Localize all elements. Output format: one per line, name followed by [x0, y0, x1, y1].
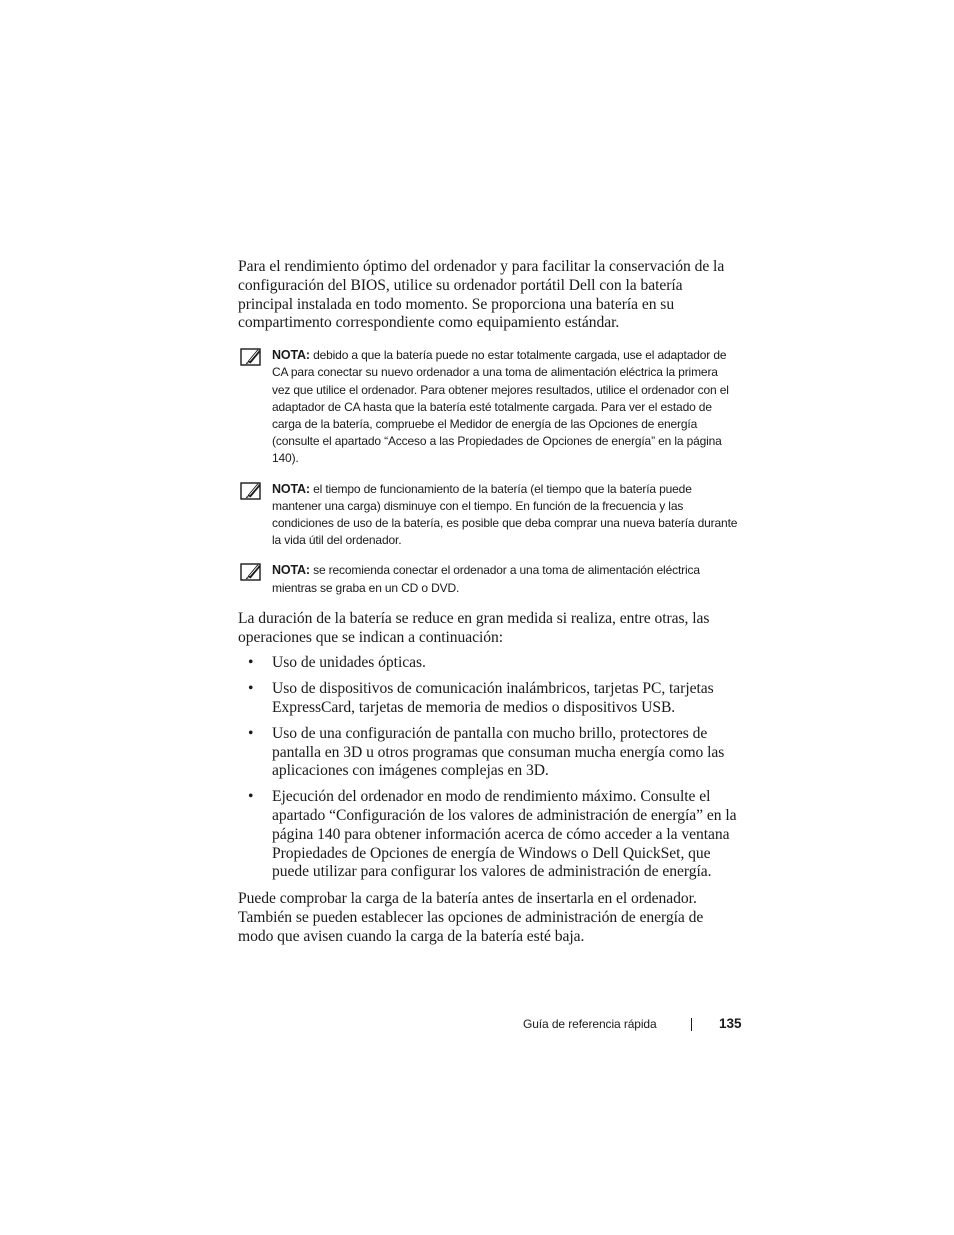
- pencil-note-icon: [240, 562, 262, 581]
- duration-intro-paragraph: La duración de la batería se reduce en gran medida si realiza, entre otras, las operaciones que se indican a continuación:: [238, 609, 710, 646]
- list-item-text: Uso de dispositivos de comunicación inalámbricos, tarjetas PC, tarjetas ExpressCard, tarjetas de memoria de medios o dispositivos USB.: [272, 680, 714, 717]
- note-label: NOTA:: [272, 563, 310, 578]
- footer-separator: [691, 1018, 692, 1031]
- page-number: 135: [719, 1016, 742, 1031]
- note-label: NOTA:: [272, 348, 310, 363]
- list-item: [238, 654, 738, 673]
- bullet-marker: •: [248, 654, 254, 672]
- note-3: [238, 562, 738, 596]
- footer-guide-title: Guía de referencia rápida: [523, 1017, 657, 1031]
- note-text: debido a que la batería puede no estar totalmente cargada, use el adaptador de CA para conectar su nuevo ordenador a una toma de alimentación eléctrica la primera vez que utilice el ordenador. Para obtener mejores resultados, utilice el ordenador con el adaptador de CA hasta que la batería esté totalmente cargada. Para ver el estado de carga de la batería, compruebe el Medidor de energía de las Opciones de energía (consulte el apartado “Acceso a las Propiedades de Opciones de energía” en la página 140).: [272, 348, 729, 466]
- note-text: el tiempo de funcionamiento de la batería (el tiempo que la batería puede mantener una carga) disminuye con el tiempo. En función de la frecuencia y las condiciones de uso de la batería, es posible que deba comprar una nueva batería durante la vida útil del ordenador.: [272, 481, 738, 548]
- page-body: [238, 258, 738, 947]
- bullet-marker: •: [248, 724, 254, 742]
- note-2: [238, 481, 738, 550]
- note-1: [238, 347, 738, 467]
- list-item: [238, 680, 738, 718]
- pencil-note-icon: [240, 347, 262, 366]
- bullet-marker: •: [248, 680, 254, 698]
- note-text: se recomienda conectar el ordenador a una toma de alimentación eléctrica mientras se graba en un CD o DVD.: [272, 563, 700, 595]
- list-item-text: Uso de unidades ópticas.: [272, 654, 426, 672]
- bullet-marker: •: [248, 788, 254, 806]
- bullet-list: [238, 654, 738, 882]
- intro-paragraph: Para el rendimiento óptimo del ordenador y para facilitar la conservación de la configuración del BIOS, utilice su ordenador portátil Dell con la batería principal instalada en todo momento. Se proporciona una batería en su compartimento correspondiente como equipamiento estándar.: [238, 258, 725, 332]
- list-item-text: Uso de una configuración de pantalla con mucho brillo, protectores de pantalla en 3D u otros programas que consuman mucha energía como las aplicaciones con imágenes complejas en 3D.: [272, 724, 725, 780]
- note-label: NOTA:: [272, 481, 310, 496]
- list-item: [238, 788, 738, 882]
- pencil-note-icon: [240, 481, 262, 500]
- page-footer: [523, 1015, 743, 1035]
- list-item-text: Ejecución del ordenador en modo de rendimiento máximo. Consulte el apartado “Configuración de los valores de administración de energía” en la página 140 para obtener información acerca de cómo acceder a la ventana Propiedades de Opciones de energía de Windows o Dell QuickSet, que puede utilizar para configurar los valores de administración de energía.: [272, 788, 737, 881]
- closing-paragraph: Puede comprobar la carga de la batería antes de insertarla en el ordenador. También se pueden establecer las opciones de administración de energía de modo que avisen cuando la carga de la batería esté baja.: [238, 890, 704, 945]
- list-item: [238, 725, 738, 781]
